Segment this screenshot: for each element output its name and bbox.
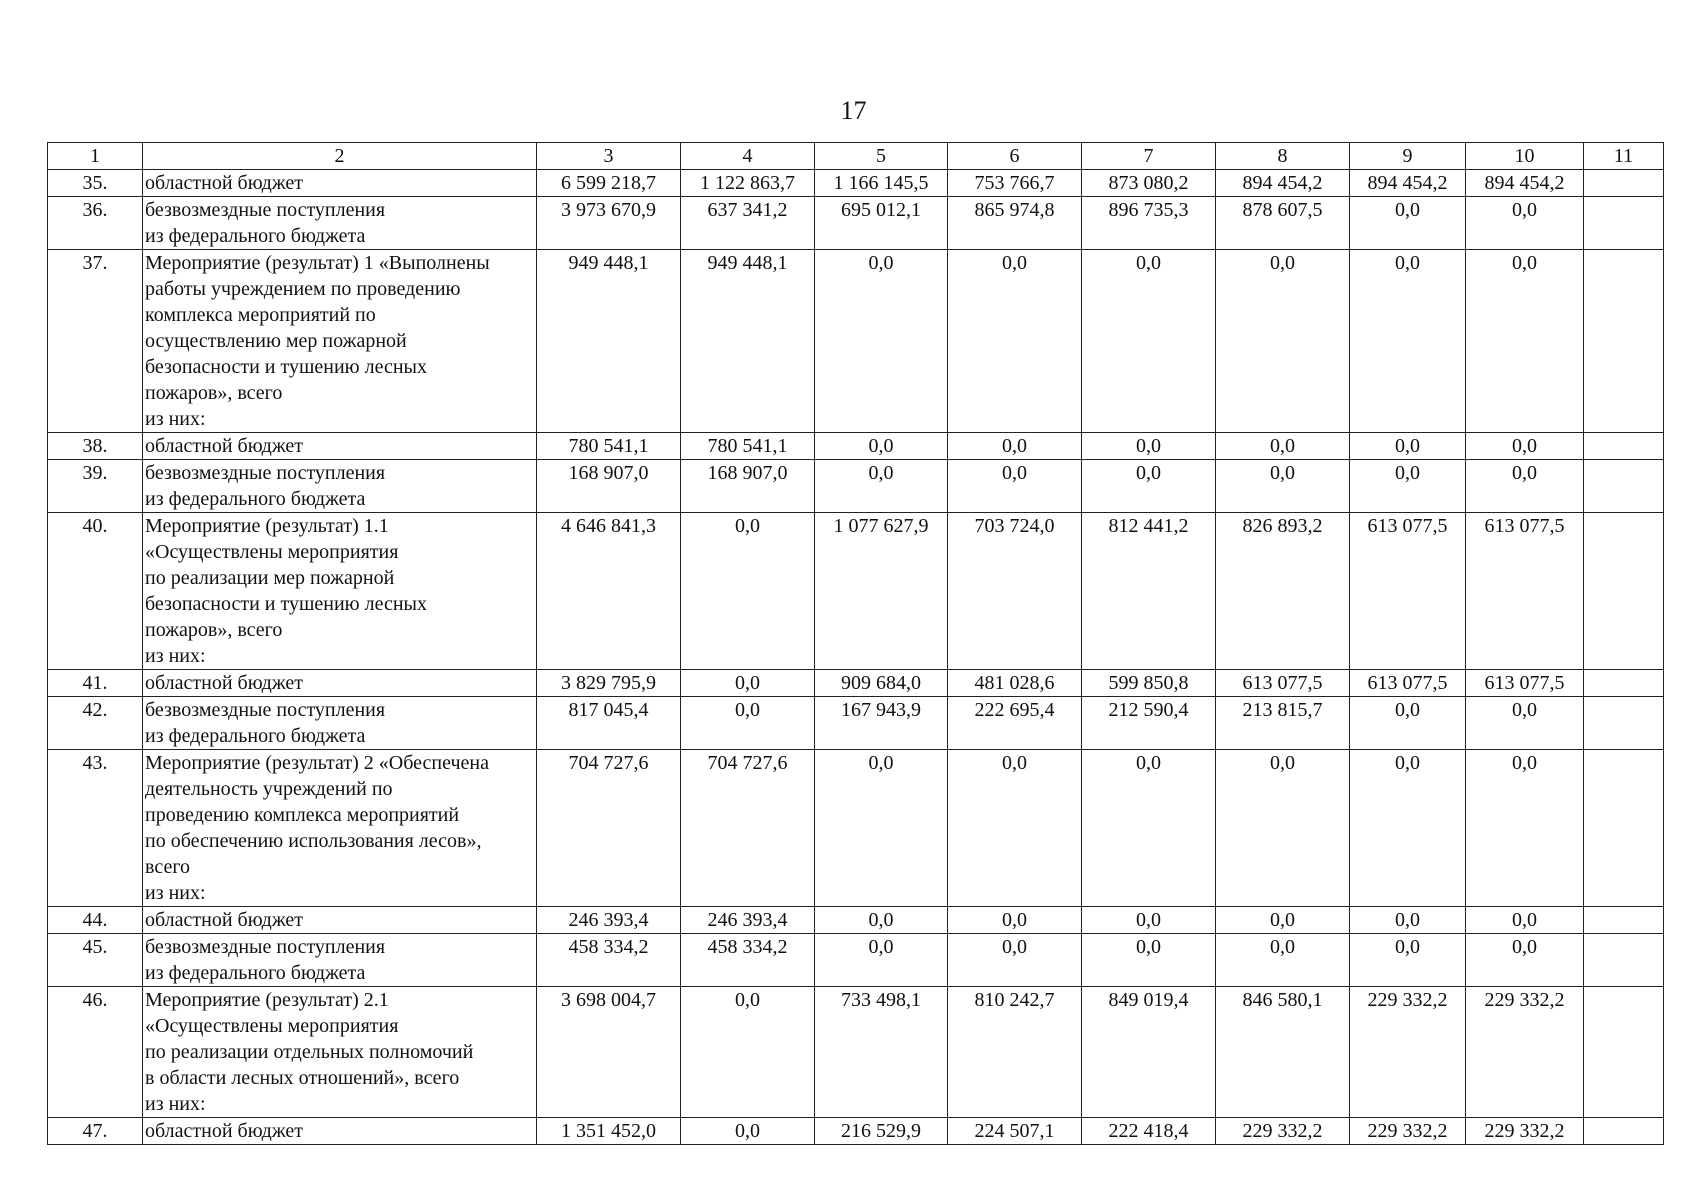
row-label: областной бюджет: [143, 433, 537, 460]
value-cell: 0,0: [1216, 250, 1350, 433]
row-number: 44.: [48, 907, 143, 934]
value-cell: 599 850,8: [1082, 670, 1216, 697]
column-header: 1: [48, 143, 143, 170]
value-cell: 0,0: [681, 513, 815, 670]
value-cell: 780 541,1: [537, 433, 681, 460]
value-cell: 212 590,4: [1082, 697, 1216, 750]
value-cell: 846 580,1: [1216, 987, 1350, 1118]
value-cell: 0,0: [815, 433, 948, 460]
column-11-cell: [1584, 750, 1664, 907]
row-label: областной бюджет: [143, 170, 537, 197]
header-row: [48, 143, 1664, 170]
value-cell: 222 418,4: [1082, 1118, 1216, 1145]
value-cell: 0,0: [1216, 934, 1350, 987]
value-cell: 613 077,5: [1466, 670, 1584, 697]
value-cell: 229 332,2: [1466, 987, 1584, 1118]
value-cell: 229 332,2: [1350, 987, 1466, 1118]
row-label: Мероприятие (результат) 2.1 «Осуществлены мероприятия по реализации отдельных полномочий в области лесных отношений», всего из них:: [143, 987, 537, 1118]
value-cell: 613 077,5: [1350, 513, 1466, 670]
value-cell: 0,0: [1216, 750, 1350, 907]
table-row: [48, 433, 1664, 460]
value-cell: 1 166 145,5: [815, 170, 948, 197]
row-number: 47.: [48, 1118, 143, 1145]
value-cell: 0,0: [1082, 907, 1216, 934]
value-cell: 0,0: [1216, 907, 1350, 934]
value-cell: 0,0: [1350, 250, 1466, 433]
value-cell: 458 334,2: [681, 934, 815, 987]
value-cell: 0,0: [1350, 934, 1466, 987]
value-cell: 0,0: [1466, 250, 1584, 433]
column-header: 6: [948, 143, 1082, 170]
value-cell: 0,0: [1082, 433, 1216, 460]
row-number: 42.: [48, 697, 143, 750]
value-cell: 949 448,1: [681, 250, 815, 433]
table-row: [48, 907, 1664, 934]
table-row: [48, 934, 1664, 987]
value-cell: 1 122 863,7: [681, 170, 815, 197]
table-row: [48, 250, 1664, 433]
row-number: 43.: [48, 750, 143, 907]
value-cell: 0,0: [948, 433, 1082, 460]
value-cell: 0,0: [948, 934, 1082, 987]
value-cell: 0,0: [1350, 433, 1466, 460]
value-cell: 637 341,2: [681, 197, 815, 250]
value-cell: 224 507,1: [948, 1118, 1082, 1145]
value-cell: 0,0: [681, 987, 815, 1118]
value-cell: 780 541,1: [681, 433, 815, 460]
value-cell: 0,0: [948, 907, 1082, 934]
value-cell: 909 684,0: [815, 670, 948, 697]
value-cell: 0,0: [815, 460, 948, 513]
value-cell: 0,0: [1082, 934, 1216, 987]
column-header: 3: [537, 143, 681, 170]
value-cell: 229 332,2: [1216, 1118, 1350, 1145]
value-cell: 0,0: [1082, 250, 1216, 433]
value-cell: 817 045,4: [537, 697, 681, 750]
value-cell: 613 077,5: [1216, 670, 1350, 697]
value-cell: 229 332,2: [1350, 1118, 1466, 1145]
value-cell: 810 242,7: [948, 987, 1082, 1118]
value-cell: 894 454,2: [1216, 170, 1350, 197]
value-cell: 458 334,2: [537, 934, 681, 987]
value-cell: 3 829 795,9: [537, 670, 681, 697]
row-number: 37.: [48, 250, 143, 433]
column-11-cell: [1584, 433, 1664, 460]
column-11-cell: [1584, 197, 1664, 250]
value-cell: 0,0: [1350, 197, 1466, 250]
value-cell: 849 019,4: [1082, 987, 1216, 1118]
value-cell: 0,0: [948, 750, 1082, 907]
value-cell: 878 607,5: [1216, 197, 1350, 250]
value-cell: 894 454,2: [1350, 170, 1466, 197]
value-cell: 695 012,1: [815, 197, 948, 250]
column-11-cell: [1584, 170, 1664, 197]
value-cell: 229 332,2: [1466, 1118, 1584, 1145]
value-cell: 0,0: [948, 250, 1082, 433]
value-cell: 826 893,2: [1216, 513, 1350, 670]
value-cell: 613 077,5: [1466, 513, 1584, 670]
row-number: 38.: [48, 433, 143, 460]
row-label: безвозмездные поступления из федерального бюджета: [143, 934, 537, 987]
value-cell: 0,0: [1216, 433, 1350, 460]
value-cell: 733 498,1: [815, 987, 948, 1118]
table-row: [48, 197, 1664, 250]
value-cell: 246 393,4: [537, 907, 681, 934]
value-cell: 812 441,2: [1082, 513, 1216, 670]
value-cell: 0,0: [681, 1118, 815, 1145]
row-number: 41.: [48, 670, 143, 697]
value-cell: 865 974,8: [948, 197, 1082, 250]
table-row: [48, 513, 1664, 670]
value-cell: 246 393,4: [681, 907, 815, 934]
value-cell: 0,0: [1466, 433, 1584, 460]
value-cell: 0,0: [1466, 750, 1584, 907]
row-number: 35.: [48, 170, 143, 197]
table-row: [48, 670, 1664, 697]
value-cell: 704 727,6: [537, 750, 681, 907]
value-cell: 0,0: [1466, 697, 1584, 750]
budget-table: [47, 142, 1664, 1145]
row-number: 40.: [48, 513, 143, 670]
value-cell: 0,0: [1350, 750, 1466, 907]
row-label: безвозмездные поступления из федерального бюджета: [143, 460, 537, 513]
value-cell: 0,0: [1466, 460, 1584, 513]
value-cell: 0,0: [1216, 460, 1350, 513]
value-cell: 0,0: [1350, 460, 1466, 513]
value-cell: 213 815,7: [1216, 697, 1350, 750]
value-cell: 949 448,1: [537, 250, 681, 433]
value-cell: 0,0: [815, 907, 948, 934]
row-label: Мероприятие (результат) 2 «Обеспечена деятельность учреждений по проведению комплекса мероприятий по обеспечению использования лесов», всего из них:: [143, 750, 537, 907]
table-row: [48, 460, 1664, 513]
value-cell: 4 646 841,3: [537, 513, 681, 670]
column-header: 8: [1216, 143, 1350, 170]
row-number: 45.: [48, 934, 143, 987]
row-number: 36.: [48, 197, 143, 250]
column-header: 2: [143, 143, 537, 170]
value-cell: 0,0: [815, 750, 948, 907]
row-label: безвозмездные поступления из федерального бюджета: [143, 697, 537, 750]
row-number: 39.: [48, 460, 143, 513]
row-label: безвозмездные поступления из федерального бюджета: [143, 197, 537, 250]
value-cell: 704 727,6: [681, 750, 815, 907]
value-cell: 1 077 627,9: [815, 513, 948, 670]
column-11-cell: [1584, 907, 1664, 934]
value-cell: 0,0: [1350, 907, 1466, 934]
row-label: Мероприятие (результат) 1 «Выполнены работы учреждением по проведению комплекса мероприятий по осуществлению мер пожарной безопасности и тушению лесных пожаров», всего из них:: [143, 250, 537, 433]
table-row: [48, 170, 1664, 197]
value-cell: 3 698 004,7: [537, 987, 681, 1118]
value-cell: 168 907,0: [537, 460, 681, 513]
value-cell: 0,0: [1466, 907, 1584, 934]
value-cell: 0,0: [815, 934, 948, 987]
column-11-cell: [1584, 250, 1664, 433]
value-cell: 0,0: [948, 460, 1082, 513]
column-11-cell: [1584, 513, 1664, 670]
value-cell: 3 973 670,9: [537, 197, 681, 250]
value-cell: 216 529,9: [815, 1118, 948, 1145]
value-cell: 613 077,5: [1350, 670, 1466, 697]
value-cell: 0,0: [681, 697, 815, 750]
table-row: [48, 750, 1664, 907]
row-label: областной бюджет: [143, 907, 537, 934]
column-header: 5: [815, 143, 948, 170]
column-header: 4: [681, 143, 815, 170]
value-cell: 222 695,4: [948, 697, 1082, 750]
row-number: 46.: [48, 987, 143, 1118]
column-header: 7: [1082, 143, 1216, 170]
column-11-cell: [1584, 460, 1664, 513]
table-row: [48, 1118, 1664, 1145]
value-cell: 6 599 218,7: [537, 170, 681, 197]
value-cell: 894 454,2: [1466, 170, 1584, 197]
row-label: Мероприятие (результат) 1.1 «Осуществлены мероприятия по реализации мер пожарной безопасности и тушению лесных пожаров», всего из них:: [143, 513, 537, 670]
value-cell: 1 351 452,0: [537, 1118, 681, 1145]
column-header: 9: [1350, 143, 1466, 170]
value-cell: 0,0: [1350, 697, 1466, 750]
column-header: 11: [1584, 143, 1664, 170]
column-11-cell: [1584, 934, 1664, 987]
value-cell: 896 735,3: [1082, 197, 1216, 250]
table-row: [48, 697, 1664, 750]
column-11-cell: [1584, 1118, 1664, 1145]
value-cell: 703 724,0: [948, 513, 1082, 670]
value-cell: 481 028,6: [948, 670, 1082, 697]
value-cell: 0,0: [815, 250, 948, 433]
value-cell: 0,0: [681, 670, 815, 697]
value-cell: 168 907,0: [681, 460, 815, 513]
page-number: 17: [840, 96, 867, 125]
value-cell: 0,0: [1466, 197, 1584, 250]
column-header: 10: [1466, 143, 1584, 170]
value-cell: 167 943,9: [815, 697, 948, 750]
table-row: [48, 987, 1664, 1118]
value-cell: 0,0: [1466, 934, 1584, 987]
value-cell: 873 080,2: [1082, 170, 1216, 197]
value-cell: 753 766,7: [948, 170, 1082, 197]
column-11-cell: [1584, 670, 1664, 697]
value-cell: 0,0: [1082, 750, 1216, 907]
row-label: областной бюджет: [143, 670, 537, 697]
column-11-cell: [1584, 987, 1664, 1118]
value-cell: 0,0: [1082, 460, 1216, 513]
row-label: областной бюджет: [143, 1118, 537, 1145]
column-11-cell: [1584, 697, 1664, 750]
